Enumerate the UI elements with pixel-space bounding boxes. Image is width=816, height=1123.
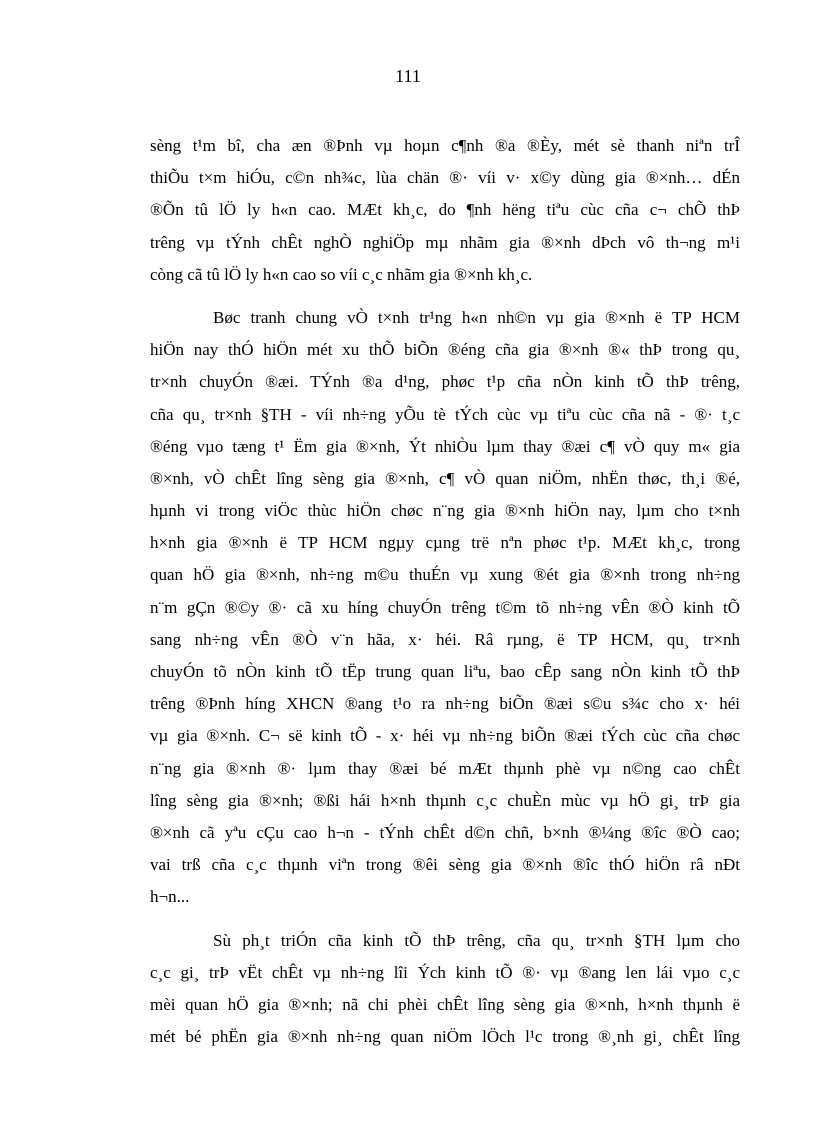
text-line: mét bé phËn gia ®×nh nh÷ng quan niÖm lÖch l¹c trong ®¸nh gi¸ chÊt lîng	[150, 1027, 740, 1047]
text-line: thiÕu t×m hiÓu, c©n nh¾c, lùa chän ®· víi v· x©y dùng gia ®×nh… dÉn	[150, 168, 740, 188]
text-line: chuyÓn tõ nÒn kinh tÕ tËp trung quan liªu, bao cÊp sang nÒn kinh tÕ thÞ	[150, 662, 740, 681]
page-number: 111	[395, 66, 421, 86]
text-line: lîng sèng gia ®×nh; ®ßi hái h×nh thµnh c¸c chuÈn mùc vµ hÖ gi¸ trÞ gia	[150, 790, 740, 810]
text-line: n¨m gÇn ®©y ®· cã xu híng chuyÓn trêng t©m tõ nh÷ng vÊn ®Ò kinh tÕ	[150, 597, 740, 617]
text-line: quan hÖ gia ®×nh, nh÷ng m©u thuÉn vµ xung ®ét gia ®×nh trong nh÷ng	[150, 565, 740, 585]
text-line: h¬n...	[150, 887, 190, 907]
paragraph-2	[150, 302, 740, 914]
text-line: mèi quan hÖ gia ®×nh; nã chi phèi chÊt lîng sèng gia ®×nh, h×nh thµnh ë	[150, 994, 740, 1014]
text-line: ®×nh cã yªu cÇu cao h¬n - tÝnh chÊt d©n chñ, b×nh ®¼ng ®îc ®Ò cao;	[150, 822, 740, 842]
text-line: c¸c gi¸ trÞ vËt chÊt vµ nh÷ng lîi Ých kinh tÕ ®· vµ ®ang len lái vµo c¸c	[150, 962, 740, 982]
text-line: ®éng vµo tæng t¹ Ëm gia ®×nh, Ýt nhiÒu lµm thay ®æi c¶ vÒ quy m« gia	[150, 436, 740, 456]
text-line: vai trß cña c¸c thµnh viªn trong ®êi sèng gia ®×nh ®îc thÓ hiÖn râ nÐt	[150, 855, 740, 875]
text-line: Bøc tranh chung vÒ t×nh tr¹ng h«n nh©n vµ gia ®×nh ë TP HCM	[213, 307, 740, 327]
text-line: Sù ph¸t triÓn cña kinh tÕ thÞ trêng, cña qu¸ tr×nh §TH lµm cho	[213, 930, 740, 950]
paragraph-1	[150, 130, 740, 291]
text-line: ®×nh, vÒ chÊt lîng sèng gia ®×nh, c¶ vÒ quan niÖm, nhËn thøc, th¸i ®é,	[150, 468, 740, 488]
text-line: trêng vµ tÝnh chÊt nghÒ nghiÖp mµ nhãm gia ®×nh dÞch vô th¬ng m¹i	[150, 232, 740, 252]
text-line: sang nh÷ng vÊn ®Ò v¨n hãa, x· héi. Râ rµng, ë TP HCM, qu¸ tr×nh	[150, 629, 740, 649]
text-line: vµ gia ®×nh. C¬ së kinh tÕ - x· héi vµ nh÷ng biÕn ®æi tÝch cùc cña chøc	[150, 726, 740, 746]
paragraph-3	[150, 925, 740, 1054]
text-line: hiÖn nay thÓ hiÖn mét xu thÕ biÕn ®éng cña gia ®×nh ®« thÞ trong qu¸	[150, 340, 740, 360]
text-line: ®Õn tû lÖ ly h«n cao. MÆt kh¸c, do ¶nh hëng tiªu cùc cña c¬ chÕ thÞ	[150, 200, 740, 220]
body-text	[150, 130, 740, 1053]
text-line: h×nh gia ®×nh ë TP HCM ngµy cµng trë nªn phøc t¹p. MÆt kh¸c, trong	[150, 533, 740, 553]
text-line: n¨ng gia ®×nh ®· lµm thay ®æi bé mÆt thµnh phè vµ n©ng cao chÊt	[150, 758, 740, 778]
text-line: cña qu¸ tr×nh §TH - víi nh÷ng yÕu tè tÝch cùc vµ tiªu cùc cña nã - ®· t¸c	[150, 404, 740, 424]
text-line: còng cã tû lÖ ly h«n cao so víi c¸c nhãm gia ®×nh kh¸c.	[150, 264, 533, 284]
text-line: tr×nh chuyÓn ®æi. TÝnh ®a d¹ng, phøc t¹p cña nÒn kinh tÕ thÞ trêng,	[150, 372, 740, 392]
text-line: sèng t¹m bî, cha æn ®Þnh vµ hoµn c¶nh ®a ®Èy, mét sè thanh niªn trÎ	[150, 136, 740, 155]
text-line: hµnh vi trong viÖc thùc hiÖn chøc n¨ng gia ®×nh hiÖn nay, lµm cho t×nh	[150, 501, 740, 521]
text-line: trêng ®Þnh híng XHCN ®ang t¹o ra nh÷ng biÕn ®æi s©u s¾c cho x· héi	[150, 694, 740, 714]
